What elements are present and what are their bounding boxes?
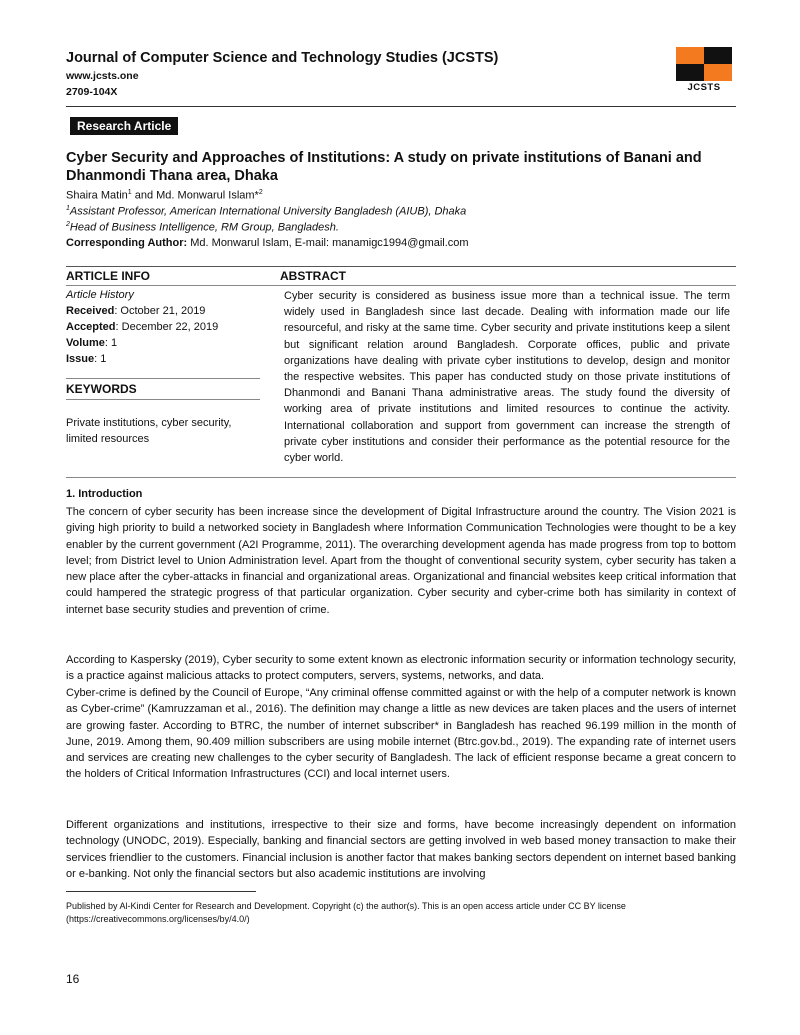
- page-number: 16: [66, 972, 80, 986]
- authors-line: [66, 189, 263, 202]
- journal-logo: [676, 47, 732, 93]
- affiliation-1: [66, 205, 466, 218]
- keywords-bottom-divider: [66, 399, 260, 400]
- affiliation-1-text: Assistant Professor, American International University Bangladesh (AIUB), Dhaka: [69, 205, 467, 218]
- footnote-divider: [66, 891, 256, 892]
- authors-and: and: [131, 189, 157, 202]
- intro-paragraph-1: The concern of cyber security has been increase since the development of Digital Infrastructure around the country. The Vision 2021 is giving high priority to build a networked society in Bangladesh where Information Communication Technologies were thought to be a key enabler by the current government (A2I Programme, 2011). The overarching development agenda has made progress from top to bottom level; from District level to Union Administration level. Apart from the thought of conventional security system, cyber security has taken a new place after the cyber-attacks in financial and organizational areas. Organizational and financial websites keep critical information that could hampered the strategic progress of that particular organization. Cyber security and cyber-crime both has similarity in context of internet base security studies and prevention of crime.: [66, 506, 736, 616]
- introduction-heading: 1. Introduction: [66, 488, 143, 500]
- logo-text: JCSTS: [687, 82, 721, 93]
- author-2-sup: 2: [258, 189, 263, 196]
- abstract-heading: ABSTRACT: [280, 269, 346, 283]
- author-1: Shaira Matin: [66, 189, 128, 202]
- article-type-badge: Research Article: [70, 117, 178, 135]
- journal-url: www.jcsts.one: [66, 70, 139, 82]
- issue-row: [66, 351, 218, 367]
- intro-paragraph-3: Cyber-crime is defined by the Council of Europe, “Any criminal offense committed against or with the help of a computer network is known as Cyber-crime” (Kamruzzaman et al., 2016). The definition may change a little as new devices are taken places and the users of internet are growing faster. According to BTRC, the number of internet subscriber* in Bangladesh has reached 96.199 million in the month of June, 2019. Among them, 90.409 million subscribers are using mobile internet (Btrc.gov.bd., 2019). The expanding rate of internet users and services are creating new challenges to the cyber security of Bangladesh. The lack of efficient response became a great concern to the holders of Critical Information Infrastructures (CCI) and local internet users.: [66, 687, 736, 781]
- keywords-heading: KEYWORDS: [66, 382, 137, 396]
- corresponding-author: [66, 237, 469, 249]
- article-info-heading: ARTICLE INFO: [66, 269, 150, 283]
- volume-label: Volume: [66, 337, 105, 349]
- received-label: Received: [66, 305, 115, 317]
- footnote-license: Published by Al-Kindi Center for Research and Development. Copyright (c) the author(s). This is an open access article under CC BY license (https://creativecommons.org/licenses/by/4.0/): [66, 901, 626, 924]
- info-heading-divider: [66, 285, 736, 286]
- header-divider: [66, 106, 736, 107]
- keywords-text: Private institutions, cyber security, limited resources: [66, 417, 232, 446]
- affiliation-2: [66, 221, 339, 234]
- info-bottom-divider: [66, 477, 736, 478]
- issue-label: Issue: [66, 353, 95, 365]
- journal-title: Journal of Computer Science and Technology Studies (JCSTS): [66, 50, 499, 66]
- author-1-sup: 1: [127, 189, 132, 196]
- accepted-label: Accepted: [66, 321, 116, 333]
- corresponding-label: Corresponding Author:: [66, 237, 188, 249]
- abstract-text: Cyber security is considered as business issue more than a technical issue. The term widely used in Bangladesh since last decade. Dealing with information made our life resourceful, and risky at the same time. Cyber security and private institutions keep a silent but significant relation around Bangladesh. Corporate offices, public and private organizations have dealing with private cyber institutions to develop, design and monitor the respective websites. This paper has conducted study on those private institutions of Dhanmondi and Banani Thana administrative areas. The study found the diversity of working area of private institutions and limited resources to continue the activity. International collaboration and support from government can increase the strength of private cyber institutions and consider their performance as the potential resource for the cyber world.: [284, 290, 730, 465]
- accepted-value: : December 22, 2019: [115, 321, 219, 333]
- received-value: : October 21, 2019: [114, 305, 206, 317]
- keywords-top-divider: [66, 378, 260, 379]
- article-history: [66, 287, 218, 367]
- volume-row: [66, 335, 218, 351]
- affiliation-2-text: Head of Business Intelligence, RM Group, Bangladesh.: [69, 221, 339, 234]
- affiliation-2-sup: 2: [66, 221, 70, 228]
- author-2: Md. Monwarul Islam*: [156, 189, 259, 202]
- corresponding-text: Md. Monwarul Islam, E-mail: manamigc1994@gmail.com: [187, 237, 469, 249]
- accepted-row: [66, 319, 218, 335]
- intro-paragraph-2: According to Kaspersky (2019), Cyber security to some extent known as electronic information security or information technology security, is a practice against malicious attacks to protect computers, servers, systems, networks, and data.: [66, 654, 736, 683]
- intro-paragraph-4: Different organizations and institutions, irrespective to their size and forms, have become increasingly dependent on information technology (UNODC, 2019). Especially, banking and financial sectors are getting involved in web based money transaction to make their services friendlier to the customers. Financial inclusion is another factor that makes banking sectors dependent on internet based banking or e-banking. Not only the financial sectors but also academic institutions are involving: [66, 819, 736, 880]
- history-label: Article History: [66, 289, 134, 301]
- paper-title: Cyber Security and Approaches of Institutions: A study on private institutions of Banani and Dhanmondi Thana area, Dhaka: [66, 150, 702, 184]
- volume-value: : 1: [104, 337, 118, 349]
- info-top-divider: [66, 266, 736, 267]
- issue-value: : 1: [94, 353, 107, 365]
- received-row: [66, 303, 218, 319]
- affiliation-1-sup: 1: [66, 205, 70, 212]
- journal-issn: 2709-104X: [66, 86, 118, 98]
